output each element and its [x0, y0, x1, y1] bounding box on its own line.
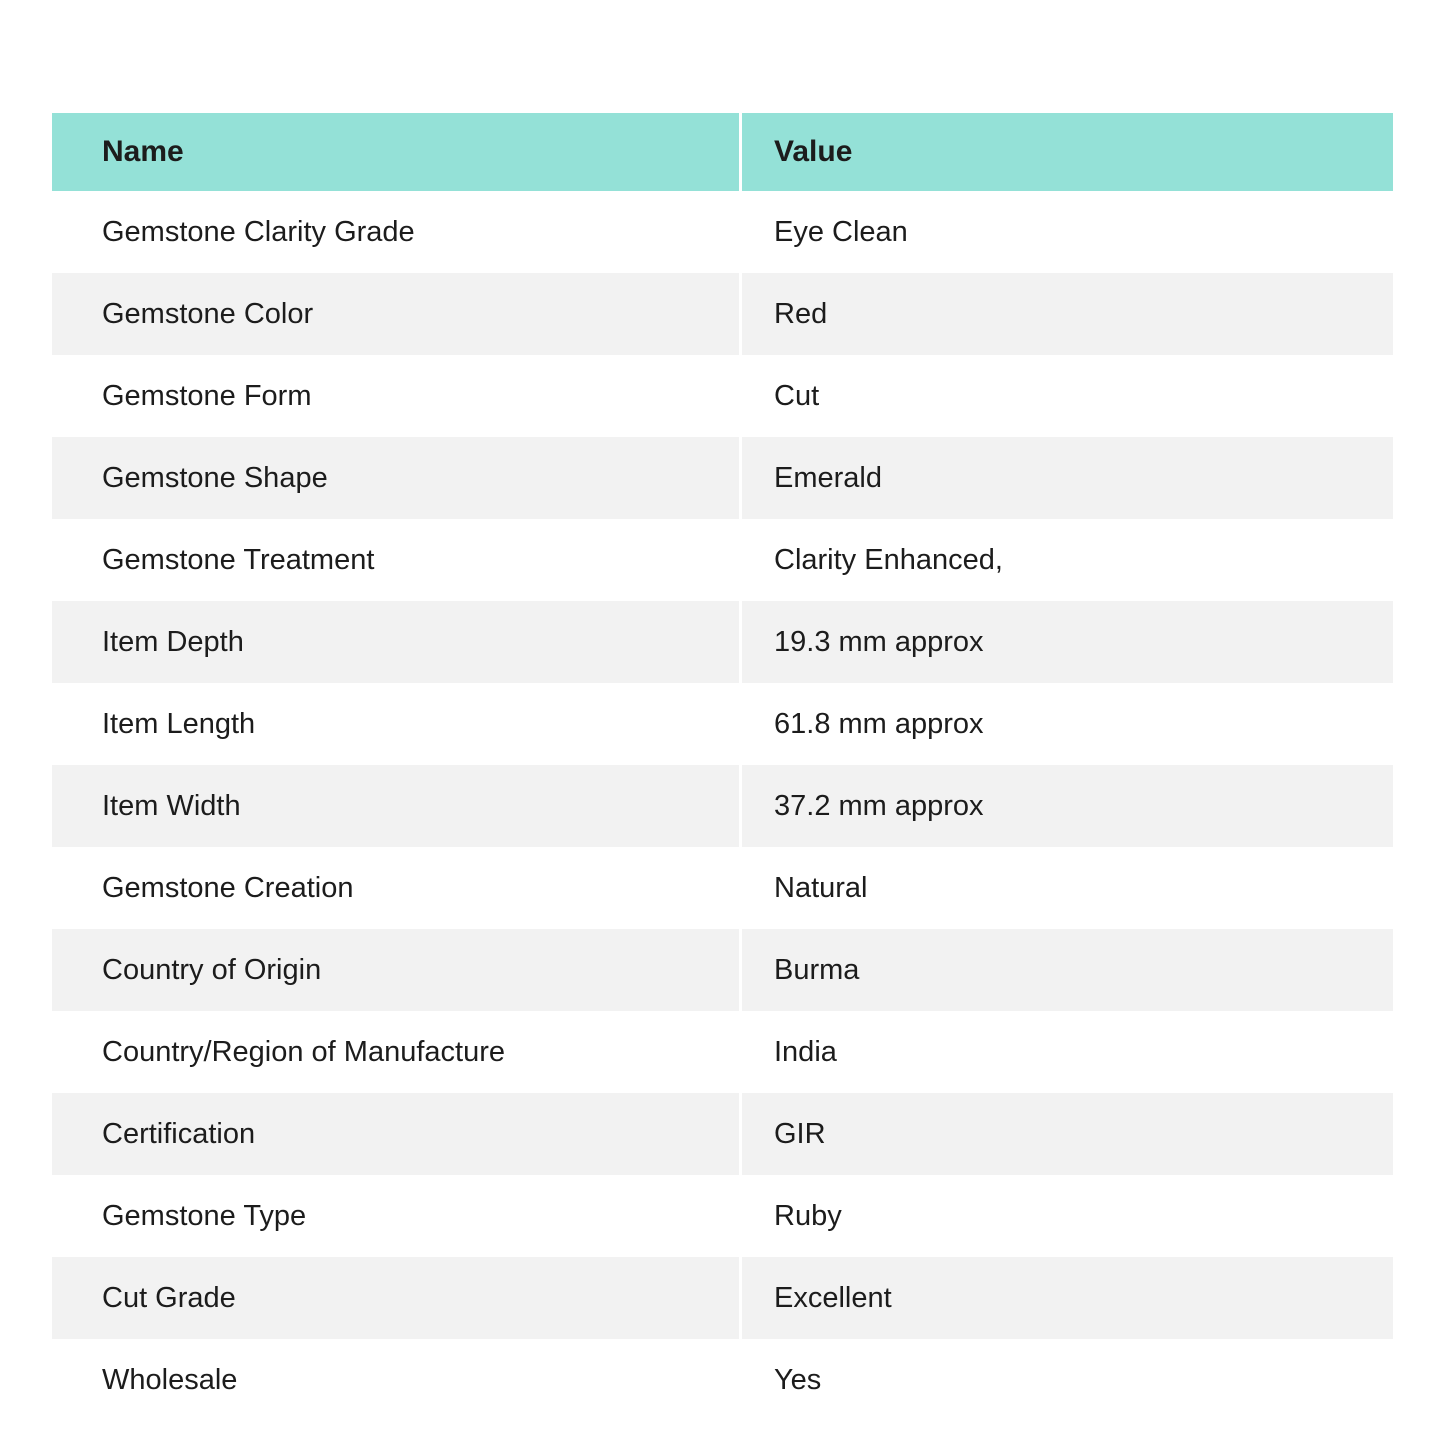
- item-specifics-table: [52, 113, 1393, 1421]
- attribute-name-cell: Gemstone Treatment: [52, 519, 739, 601]
- attribute-value-cell: 61.8 mm approx: [739, 683, 1393, 765]
- attribute-name-cell: Gemstone Clarity Grade: [52, 191, 739, 273]
- attribute-value-cell: Excellent: [739, 1257, 1393, 1339]
- table-row: [52, 847, 1393, 929]
- table-row: [52, 765, 1393, 847]
- attribute-name-cell: Gemstone Type: [52, 1175, 739, 1257]
- attribute-name-cell: Country/Region of Manufacture: [52, 1011, 739, 1093]
- attribute-name-cell: Gemstone Creation: [52, 847, 739, 929]
- table-row: [52, 1093, 1393, 1175]
- attribute-name-cell: Gemstone Form: [52, 355, 739, 437]
- attribute-value-cell: Cut: [739, 355, 1393, 437]
- table-row: [52, 437, 1393, 519]
- header-row: [52, 113, 1393, 191]
- table-row: [52, 191, 1393, 273]
- column-header-name: Name: [52, 113, 739, 191]
- attribute-name-cell: Wholesale: [52, 1339, 739, 1421]
- attribute-value-cell: India: [739, 1011, 1393, 1093]
- attribute-name-cell: Cut Grade: [52, 1257, 739, 1339]
- attribute-value-cell: Clarity Enhanced,: [739, 519, 1393, 601]
- table-row: [52, 1175, 1393, 1257]
- attribute-value-cell: Emerald: [739, 437, 1393, 519]
- table-row: [52, 519, 1393, 601]
- column-header-value: Value: [739, 113, 1393, 191]
- attribute-value-cell: Burma: [739, 929, 1393, 1011]
- attribute-value-cell: GIR: [739, 1093, 1393, 1175]
- table-body: [52, 191, 1393, 1421]
- table-row: [52, 1257, 1393, 1339]
- attribute-value-cell: Ruby: [739, 1175, 1393, 1257]
- attribute-name-cell: Item Length: [52, 683, 739, 765]
- item-specifics-section: [52, 113, 1393, 1421]
- table-row: [52, 1339, 1393, 1421]
- attribute-value-cell: 19.3 mm approx: [739, 601, 1393, 683]
- table-row: [52, 683, 1393, 765]
- table-row: [52, 1011, 1393, 1093]
- attribute-name-cell: Country of Origin: [52, 929, 739, 1011]
- table-row: [52, 355, 1393, 437]
- attribute-name-cell: Item Width: [52, 765, 739, 847]
- attribute-value-cell: Natural: [739, 847, 1393, 929]
- attribute-name-cell: Certification: [52, 1093, 739, 1175]
- table-row: [52, 601, 1393, 683]
- attribute-name-cell: Item Depth: [52, 601, 739, 683]
- attribute-name-cell: Gemstone Color: [52, 273, 739, 355]
- attribute-value-cell: 37.2 mm approx: [739, 765, 1393, 847]
- attribute-name-cell: Gemstone Shape: [52, 437, 739, 519]
- table-row: [52, 929, 1393, 1011]
- attribute-value-cell: Red: [739, 273, 1393, 355]
- attribute-value-cell: Eye Clean: [739, 191, 1393, 273]
- table-row: [52, 273, 1393, 355]
- table-header: [52, 113, 1393, 191]
- attribute-value-cell: Yes: [739, 1339, 1393, 1421]
